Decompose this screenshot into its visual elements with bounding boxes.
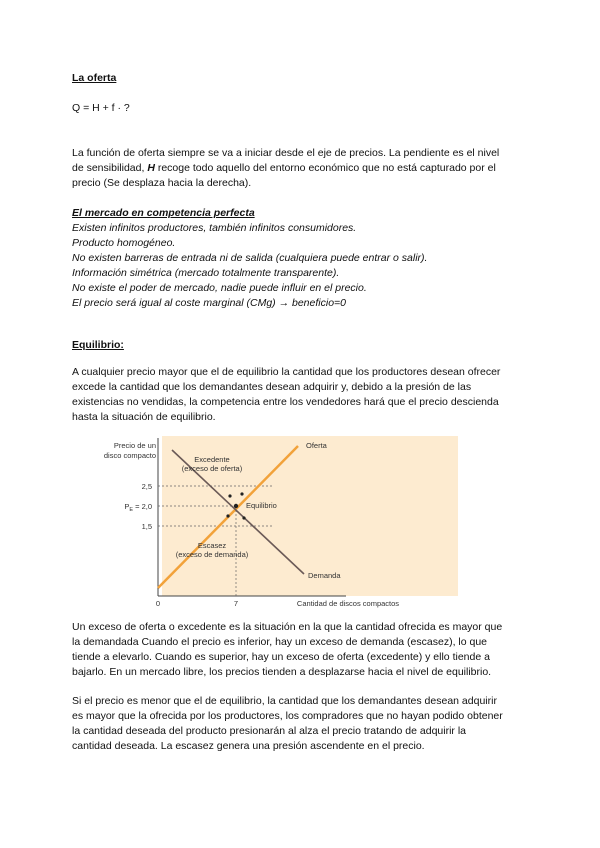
- oferta-line-2-post: recoge todo aquello del entorno económico que no está capturado por el: [157, 162, 496, 174]
- equilibrio-p3-line: Si el precio es menor que el de equilibrio, la cantidad que los demandantes desean adquirir: [72, 695, 497, 707]
- equilibrio-label: Equilibrio: [246, 501, 277, 510]
- y-tick-15: 1,5: [141, 522, 152, 531]
- y-tick-20: $P_E = 2,0$: [124, 502, 152, 513]
- equilibrio-p2-line: Un exceso de oferta o excedente es la situación en la que la cantidad ofrecida es mayor que: [72, 621, 503, 633]
- equilibrio-p1-line: A cualquier precio mayor que el de equilibrio la cantidad que los productores desean ofrecer: [72, 366, 501, 378]
- oferta-line-2: [72, 161, 496, 176]
- equilibrio-p2-line: la demandada Cuando el precio es inferior, hay un exceso de demanda (escasez), lo que: [72, 636, 488, 648]
- oferta-line-2-pre: de sensibilidad,: [72, 162, 145, 174]
- x-tick-7: 7: [233, 599, 239, 608]
- equilibrio-heading: Equilibrio:: [72, 339, 124, 351]
- mercado-item: Existen infinitos productores, también infinitos consumidores.: [72, 222, 357, 234]
- excedente-sub-label: (exceso de oferta): [181, 464, 243, 473]
- mercado-item: El precio será igual al coste marginal (CMg) → beneficio=0: [72, 297, 346, 309]
- x-tick-0: 0: [155, 599, 161, 608]
- arrow-marker: [228, 494, 231, 497]
- equilibrio-p3-line: cantidad deseada. La escasez genera una presión ascendente en el precio.: [72, 740, 425, 752]
- supply-demand-chart: [103, 436, 458, 614]
- oferta-label: Oferta: [306, 441, 327, 450]
- arrow-marker: [240, 492, 243, 495]
- y-axis-label-1: Precio de un: [113, 441, 156, 450]
- oferta-line-3: precio (Se desplaza hacia la derecha).: [72, 177, 252, 189]
- oferta-H-symbol: H: [147, 162, 155, 174]
- mercado-heading: El mercado en competencia perfecta: [72, 207, 255, 219]
- x-axis-label: Cantidad de discos compactos: [296, 599, 400, 608]
- equilibrio-p1-line: existencias no vendidas, la competencia entre los vendedores hará que el precio descienda: [72, 396, 499, 408]
- equilibrium-point: [234, 504, 238, 508]
- equilibrio-p1-line: hasta la situación de equilibrio.: [72, 411, 216, 423]
- mercado-item: No existen barreras de entrada ni de salida (cualquiera puede entrar o salir).: [72, 252, 428, 264]
- excedente-label: Excedente: [194, 455, 230, 464]
- oferta-formula: Q = H + f · ?: [72, 102, 130, 114]
- y-axis-label-2: disco compacto: [103, 451, 156, 460]
- mercado-item: Información simétrica (mercado totalmente transparente).: [72, 267, 340, 279]
- equilibrio-p2-line: bajarlo. En un mercado libre, los precios tienden a desplazarse hacia el nivel de equilibrio.: [72, 666, 492, 678]
- mercado-item: No existe el poder de mercado, nadie puede influir en el precio.: [72, 282, 367, 294]
- escasez-sub-label: (exceso de demanda): [175, 550, 249, 559]
- oferta-heading: La oferta: [72, 72, 117, 84]
- mercado-item: Producto homogéneo.: [72, 237, 176, 249]
- arrow-marker: [226, 514, 229, 517]
- equilibrio-p3-line: es mayor que la ofrecida por los productores, los compradores que no hayan podido obtener: [72, 710, 503, 722]
- y-tick-25: 2,5: [141, 482, 152, 491]
- equilibrio-p2-line: tiende a elevarlo. Cuando es superior, hay un exceso de oferta (excedente) y ello tiende a: [72, 651, 490, 663]
- arrow-marker: [242, 516, 245, 519]
- equilibrio-p3-line: la cantidad deseada del producto presionarán al alza el precio tratando de adquirir la: [72, 725, 467, 737]
- demanda-label: Demanda: [308, 571, 341, 580]
- escasez-label: Escasez: [197, 541, 227, 550]
- equilibrio-p1-line: excede la cantidad que los demandantes desean adquirir y, debido a la presión de las: [72, 381, 472, 393]
- oferta-line-1: La función de oferta siempre se va a iniciar desde el eje de precios. La pendiente es el nivel: [72, 147, 500, 159]
